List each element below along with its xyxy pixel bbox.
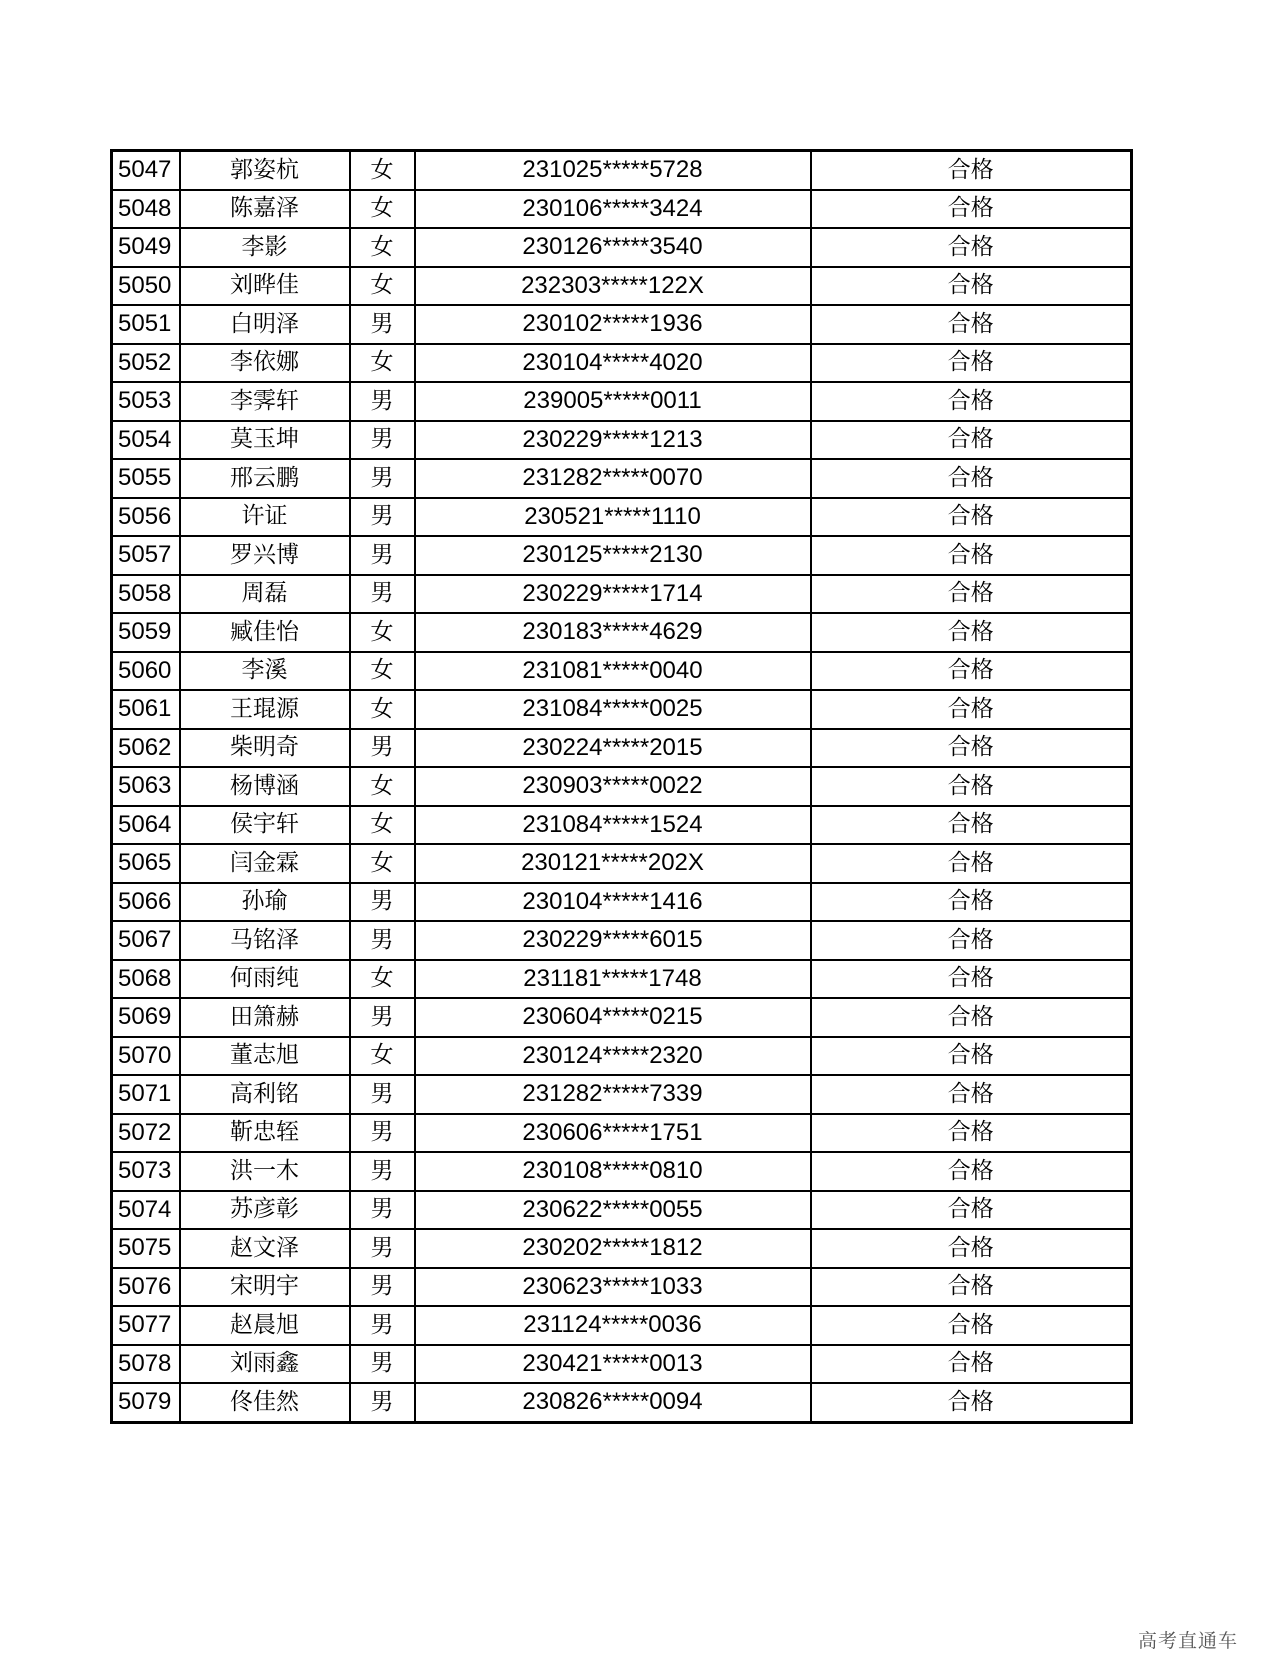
gender-cell: 男 [350,921,415,960]
id-number-cell: 231282*****7339 [415,1075,811,1114]
gender-cell: 女 [350,690,415,729]
gender-cell: 男 [350,883,415,922]
id-number-cell: 230826*****0094 [415,1383,811,1422]
result-cell: 合格 [811,844,1132,883]
row-number-cell: 5074 [112,1191,180,1230]
row-number-cell: 5049 [112,228,180,267]
id-number-cell: 231084*****0025 [415,690,811,729]
result-cell: 合格 [811,228,1132,267]
table-row [112,1345,1132,1384]
row-number-cell: 5066 [112,883,180,922]
table-row [112,267,1132,306]
name-cell: 郭姿杭 [180,151,350,190]
row-number-cell: 5058 [112,575,180,614]
id-number-cell: 230229*****1213 [415,421,811,460]
gender-cell: 男 [350,382,415,421]
table-row [112,1306,1132,1345]
row-number-cell: 5064 [112,806,180,845]
row-number-cell: 5054 [112,421,180,460]
result-cell: 合格 [811,921,1132,960]
id-number-cell: 230224*****2015 [415,729,811,768]
id-number-cell: 230125*****2130 [415,536,811,575]
table-row [112,382,1132,421]
result-cell: 合格 [811,459,1132,498]
id-number-cell: 230421*****0013 [415,1345,811,1384]
name-cell: 洪一木 [180,1152,350,1191]
gender-cell: 女 [350,844,415,883]
result-cell: 合格 [811,613,1132,652]
row-number-cell: 5059 [112,613,180,652]
gender-cell: 女 [350,613,415,652]
name-cell: 佟佳然 [180,1383,350,1422]
gender-cell: 男 [350,1268,415,1307]
table-row [112,613,1132,652]
gender-cell: 男 [350,1345,415,1384]
id-number-cell: 230604*****0215 [415,998,811,1037]
result-cell: 合格 [811,536,1132,575]
id-number-cell: 230623*****1033 [415,1268,811,1307]
id-number-cell: 231124*****0036 [415,1306,811,1345]
gender-cell: 男 [350,1383,415,1422]
gender-cell: 男 [350,575,415,614]
table-row [112,844,1132,883]
id-number-cell: 239005*****0011 [415,382,811,421]
name-cell: 李霁轩 [180,382,350,421]
result-cell: 合格 [811,729,1132,768]
name-cell: 苏彦彰 [180,1191,350,1230]
table-row [112,1268,1132,1307]
result-cell: 合格 [811,1383,1132,1422]
name-cell: 王琨源 [180,690,350,729]
gender-cell: 女 [350,767,415,806]
name-cell: 臧佳怡 [180,613,350,652]
table-row [112,690,1132,729]
name-cell: 周磊 [180,575,350,614]
row-number-cell: 5068 [112,960,180,999]
gender-cell: 女 [350,151,415,190]
name-cell: 宋明宇 [180,1268,350,1307]
gender-cell: 男 [350,305,415,344]
id-number-cell: 230183*****4629 [415,613,811,652]
id-number-cell: 230521*****1110 [415,498,811,537]
id-number-cell: 230104*****1416 [415,883,811,922]
table-row [112,151,1132,190]
id-number-cell: 232303*****122X [415,267,811,306]
gender-cell: 男 [350,1191,415,1230]
table-row [112,459,1132,498]
gender-cell: 男 [350,998,415,1037]
id-number-cell: 230106*****3424 [415,190,811,229]
table-row [112,305,1132,344]
table-row [112,883,1132,922]
row-number-cell: 5056 [112,498,180,537]
row-number-cell: 5076 [112,1268,180,1307]
row-number-cell: 5061 [112,690,180,729]
id-number-cell: 230903*****0022 [415,767,811,806]
result-cell: 合格 [811,382,1132,421]
table-row [112,1383,1132,1422]
name-cell: 董志旭 [180,1037,350,1076]
row-number-cell: 5077 [112,1306,180,1345]
gender-cell: 男 [350,536,415,575]
gender-cell: 男 [350,1075,415,1114]
row-number-cell: 5073 [112,1152,180,1191]
result-cell: 合格 [811,267,1132,306]
result-cell: 合格 [811,1075,1132,1114]
gender-cell: 男 [350,729,415,768]
result-cell: 合格 [811,498,1132,537]
name-cell: 罗兴博 [180,536,350,575]
id-number-cell: 230202*****1812 [415,1229,811,1268]
row-number-cell: 5055 [112,459,180,498]
table-row [112,729,1132,768]
result-cell: 合格 [811,1306,1132,1345]
gender-cell: 男 [350,1306,415,1345]
gender-cell: 女 [350,806,415,845]
gender-cell: 男 [350,459,415,498]
gender-cell: 男 [350,1229,415,1268]
result-cell: 合格 [811,151,1132,190]
gender-cell: 男 [350,1114,415,1153]
name-cell: 许证 [180,498,350,537]
result-cell: 合格 [811,305,1132,344]
row-number-cell: 5071 [112,1075,180,1114]
name-cell: 陈嘉泽 [180,190,350,229]
id-number-cell: 230622*****0055 [415,1191,811,1230]
id-number-cell: 231025*****5728 [415,151,811,190]
id-number-cell: 230104*****4020 [415,344,811,383]
table-row [112,1114,1132,1153]
watermark-text: 高考直通车 [1138,1630,1239,1652]
id-number-cell: 230126*****3540 [415,228,811,267]
id-number-cell: 230108*****0810 [415,1152,811,1191]
table-row [112,228,1132,267]
row-number-cell: 5063 [112,767,180,806]
gender-cell: 女 [350,190,415,229]
result-cell: 合格 [811,421,1132,460]
gender-cell: 男 [350,498,415,537]
name-cell: 刘晔佳 [180,267,350,306]
result-cell: 合格 [811,767,1132,806]
result-cell: 合格 [811,998,1132,1037]
table-row [112,1191,1132,1230]
gender-cell: 女 [350,1037,415,1076]
name-cell: 田箫赫 [180,998,350,1037]
id-number-cell: 230124*****2320 [415,1037,811,1076]
gender-cell: 女 [350,344,415,383]
id-number-cell: 230229*****6015 [415,921,811,960]
table-row [112,998,1132,1037]
results-table-body [112,151,1132,1423]
table-row [112,536,1132,575]
id-number-cell: 230229*****1714 [415,575,811,614]
result-cell: 合格 [811,575,1132,614]
table-row [112,1152,1132,1191]
name-cell: 李溪 [180,652,350,691]
table-row [112,652,1132,691]
table-row [112,498,1132,537]
row-number-cell: 5070 [112,1037,180,1076]
id-number-cell: 231181*****1748 [415,960,811,999]
result-cell: 合格 [811,883,1132,922]
table-row [112,190,1132,229]
row-number-cell: 5060 [112,652,180,691]
id-number-cell: 230606*****1751 [415,1114,811,1153]
name-cell: 何雨纯 [180,960,350,999]
table-row [112,921,1132,960]
id-number-cell: 231084*****1524 [415,806,811,845]
result-cell: 合格 [811,1152,1132,1191]
table-row [112,344,1132,383]
name-cell: 白明泽 [180,305,350,344]
name-cell: 侯宇轩 [180,806,350,845]
name-cell: 靳忠轾 [180,1114,350,1153]
result-cell: 合格 [811,652,1132,691]
id-number-cell: 231282*****0070 [415,459,811,498]
row-number-cell: 5062 [112,729,180,768]
name-cell: 高利铭 [180,1075,350,1114]
name-cell: 赵晨旭 [180,1306,350,1345]
row-number-cell: 5069 [112,998,180,1037]
result-cell: 合格 [811,1037,1132,1076]
table-row [112,421,1132,460]
gender-cell: 男 [350,421,415,460]
name-cell: 孙瑜 [180,883,350,922]
table-row [112,1037,1132,1076]
name-cell: 邢云鹏 [180,459,350,498]
result-cell: 合格 [811,1229,1132,1268]
row-number-cell: 5067 [112,921,180,960]
table-row [112,806,1132,845]
row-number-cell: 5075 [112,1229,180,1268]
row-number-cell: 5079 [112,1383,180,1422]
result-cell: 合格 [811,1191,1132,1230]
result-cell: 合格 [811,690,1132,729]
gender-cell: 女 [350,267,415,306]
row-number-cell: 5065 [112,844,180,883]
name-cell: 赵文泽 [180,1229,350,1268]
result-cell: 合格 [811,960,1132,999]
row-number-cell: 5048 [112,190,180,229]
name-cell: 柴明奇 [180,729,350,768]
row-number-cell: 5050 [112,267,180,306]
table-row [112,960,1132,999]
gender-cell: 女 [350,652,415,691]
result-cell: 合格 [811,1345,1132,1384]
table-row [112,1075,1132,1114]
row-number-cell: 5051 [112,305,180,344]
id-number-cell: 231081*****0040 [415,652,811,691]
gender-cell: 女 [350,960,415,999]
row-number-cell: 5078 [112,1345,180,1384]
name-cell: 马铭泽 [180,921,350,960]
row-number-cell: 5072 [112,1114,180,1153]
name-cell: 李依娜 [180,344,350,383]
results-table [110,149,1133,1424]
gender-cell: 女 [350,228,415,267]
row-number-cell: 5053 [112,382,180,421]
result-cell: 合格 [811,344,1132,383]
table-row [112,1229,1132,1268]
id-number-cell: 230102*****1936 [415,305,811,344]
result-cell: 合格 [811,190,1132,229]
name-cell: 杨博涵 [180,767,350,806]
name-cell: 闫金霖 [180,844,350,883]
name-cell: 刘雨鑫 [180,1345,350,1384]
result-cell: 合格 [811,806,1132,845]
result-cell: 合格 [811,1268,1132,1307]
id-number-cell: 230121*****202X [415,844,811,883]
table-row [112,767,1132,806]
name-cell: 李影 [180,228,350,267]
gender-cell: 男 [350,1152,415,1191]
result-cell: 合格 [811,1114,1132,1153]
table-row [112,575,1132,614]
row-number-cell: 5052 [112,344,180,383]
name-cell: 莫玉坤 [180,421,350,460]
row-number-cell: 5057 [112,536,180,575]
row-number-cell: 5047 [112,151,180,190]
